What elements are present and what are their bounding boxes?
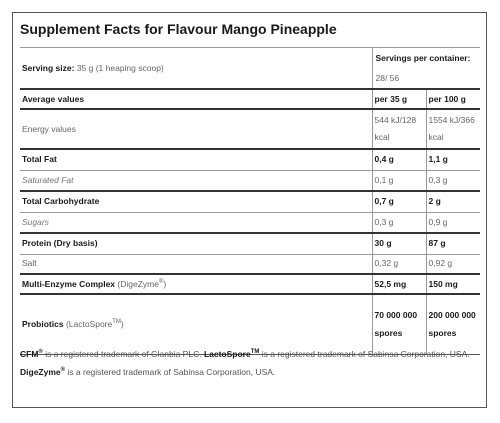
serving-row <box>20 48 480 90</box>
row-value-per-serving: 30 g <box>372 233 426 254</box>
row-value-per-serving: 0,7 g <box>372 191 426 212</box>
table-row <box>20 274 480 294</box>
trademark-notice: CFM® is a registered trademark of Glanbia PLC. LactoSpore™ is a registered trademark of Sabinsa Corporation, USA. DigeZyme® is a registered trademark of Sabinsa Corporation, USA. <box>20 349 470 377</box>
servings-per-container-cell: Servings per container: 28/ 56 <box>372 48 480 90</box>
row-label: Salt <box>20 254 372 274</box>
row-value-per-100g: 87 g <box>426 233 480 254</box>
row-value-per-100g: 0,92 g <box>426 254 480 274</box>
row-value-per-serving: 0,4 g <box>372 149 426 170</box>
header-label: Average values <box>20 89 372 109</box>
row-value-per-100g: 1,1 g <box>426 149 480 170</box>
row-label: Total Fat <box>20 149 372 170</box>
facts-table <box>20 47 480 355</box>
row-value-per-serving: 70 000 000 spores <box>372 294 426 354</box>
row-value-per-serving: 0,3 g <box>372 212 426 233</box>
row-value-per-serving: 544 kJ/128 kcal <box>372 109 426 149</box>
row-label: Total Carbohydrate <box>20 191 372 212</box>
table-row <box>20 212 480 233</box>
table-row <box>20 254 480 274</box>
supplement-facts-panel <box>12 12 487 408</box>
row-value-per-serving: 0,32 g <box>372 254 426 274</box>
row-value-per-serving: 52,5 mg <box>372 274 426 294</box>
table-row <box>20 191 480 212</box>
row-label: Saturated Fat <box>20 170 372 191</box>
panel-title: Supplement Facts for Flavour Mango Pineapple <box>20 21 337 37</box>
table-row <box>20 109 480 149</box>
row-label: Protein (Dry basis) <box>20 233 372 254</box>
table-row <box>20 170 480 191</box>
row-value-per-100g: 1554 kJ/366 kcal <box>426 109 480 149</box>
row-value-per-serving: 0,1 g <box>372 170 426 191</box>
row-label: Energy values <box>20 109 372 149</box>
row-value-per-100g: 0,9 g <box>426 212 480 233</box>
row-label: Multi-Enzyme Complex (DigeZyme®) <box>20 274 372 294</box>
row-label: Sugars <box>20 212 372 233</box>
row-label: Probiotics (LactoSpore™) <box>20 294 372 354</box>
row-value-per-100g: 200 000 000 spores <box>426 294 480 354</box>
row-value-per-100g: 2 g <box>426 191 480 212</box>
serving-size-cell: Serving size: 35 g (1 heaping scoop) <box>20 48 372 90</box>
row-value-per-100g: 150 mg <box>426 274 480 294</box>
table-row <box>20 149 480 170</box>
header-col-per-serving: per 35 g <box>372 89 426 109</box>
row-value-per-100g: 0,3 g <box>426 170 480 191</box>
header-col-per-100g: per 100 g <box>426 89 480 109</box>
header-row <box>20 89 480 109</box>
table-row <box>20 233 480 254</box>
